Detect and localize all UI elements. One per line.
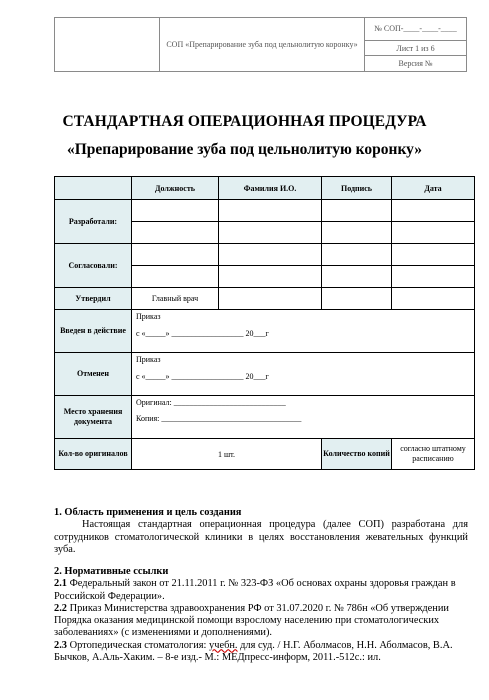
document-header [54,17,467,72]
cell [219,244,322,266]
cell [132,266,219,288]
cell [219,222,322,244]
storage-label: Место хранения документа [55,396,132,439]
cell [322,288,392,310]
approved-label: Утвердил [55,288,132,310]
agreed-label: Согласовали: [55,244,132,288]
cell [392,244,475,266]
original-line: Оригинал: ____________________________ [136,398,286,407]
order-date: с «_____» __________________ 20___г [136,329,269,339]
reference-1-number: 2.1 [54,578,67,590]
reference-3-underlined: учебн. [209,639,238,651]
section-1-text: Настоящая стандартная операционная процедура (далее СОП) разработана для сотрудников стоматологической клиники в целях восстановления жевательных функций зуба. [54,519,468,555]
header-empty [55,177,132,200]
reference-3-number: 2.3 [54,639,67,651]
cell [219,288,322,310]
sop-number: № СОП-____-____-____ [365,18,466,41]
header-title: СОП «Препарирование зуба под цельнолитую коронку» [160,18,365,71]
document-title: СТАНДАРТНАЯ ОПЕРАЦИОННАЯ ПРОЦЕДУРА [62,113,427,130]
cell [322,244,392,266]
cell [392,200,475,222]
introduced-label: Введен в действие [55,310,132,353]
cell [322,200,392,222]
cell [132,244,219,266]
order-label: Приказ [136,355,161,364]
originals-count-label: Кол-во оригиналов [55,439,132,470]
cell [392,288,475,310]
header-meta [365,18,466,71]
col-date: Дата [392,177,475,200]
reference-1 [54,578,468,603]
reference-3-text-a: Ортопедическая стоматология: [67,639,210,651]
logo-cell [55,18,160,71]
cell [322,266,392,288]
developed-label: Разработали: [55,200,132,244]
section-1-title: 1. Область применения и цель создания [54,507,242,518]
copies-count-label: Количество копий [322,439,392,470]
copy-line: Копия: ___________________________________ [136,414,302,424]
originals-count-value: 1 шт. [132,439,322,470]
cell [392,266,475,288]
reference-3 [54,640,468,665]
copies-count-value: согласно штатному расписанию [392,439,475,470]
cancelled-label: Отменен [55,353,132,396]
col-name: Фамилия И.О. [219,177,322,200]
section-2-title: 2. Нормативные ссылки [54,566,169,578]
reference-2-number: 2.2 [54,602,67,614]
cell [132,200,219,222]
reference-2 [54,603,468,640]
reference-1-text: Федеральный закон от 21.11.2011 г. № 323-ФЗ «Об основах охраны здоровья граждан в Российской Федерации». [54,578,456,602]
order-label: Приказ [136,312,161,321]
document-subtitle: «Препарирование зуба под цельнолитую коронку» [66,141,423,158]
cell [219,200,322,222]
approved-position: Главный врач [132,288,219,310]
order-date: с «_____» __________________ 20___г [136,372,269,382]
reference-2-text: Приказ Министерства здравоохранения РФ от 31.07.2020 г. № 786н «Об утверждении Порядка оказания медицинской помощи взрослому населению при стоматологических заболеваниях» (с изменениями и дополнениями). [54,602,449,639]
cancelled-order [132,353,475,396]
document-body [54,507,468,664]
storage-info [132,396,475,439]
cell [392,222,475,244]
version-number: Версия № [398,59,433,69]
cell [132,222,219,244]
reference-3-text-b: для суд. / Н.Г. Аболмасов, Н.Н. Аболмасов, В.А. Бычков, А.Аль-Хаким. – 8-е изд.- М.: МЕДпресс-информ, 2011.-512с.: ил. [54,639,453,663]
approval-table [54,176,475,470]
sheet-number: Лист 1 из 6 [365,41,466,57]
introduced-order [132,310,475,353]
col-signature: Подпись [322,177,392,200]
cell [322,222,392,244]
col-position: Должность [132,177,219,200]
cell [219,266,322,288]
